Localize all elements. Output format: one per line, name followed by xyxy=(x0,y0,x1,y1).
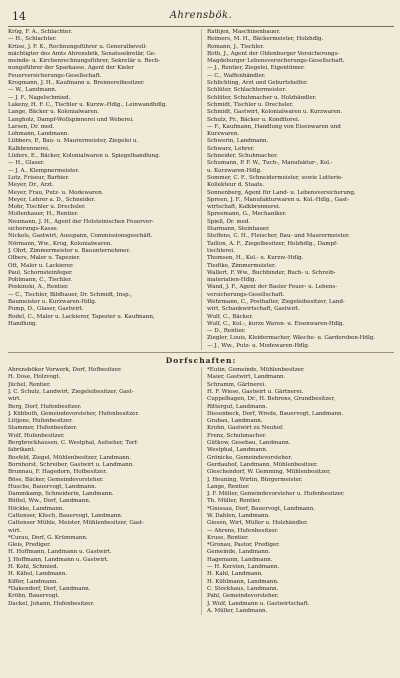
directory-entry: Dackel, Johann, Hufenbesitzer. xyxy=(8,600,95,607)
directory-entry: Meyer, Frau, Putz- u. Modewaren. xyxy=(8,189,104,196)
directory-entry: Schlüter, Schuhmacher u. Holzhändler. xyxy=(207,94,317,101)
directory-entry: Gleschendorf, W. Gemming, Mühlenbesitzer, xyxy=(207,469,331,476)
directory-entry: Nörmann, Ww., Krug, Kolonialwaren. xyxy=(8,240,112,247)
directory-entry: Gütkow, Gesebau, Landmann. xyxy=(207,440,291,447)
directory-entry: tischlerei. xyxy=(207,247,235,254)
header-rule xyxy=(8,26,394,27)
directory-entry: Gleis, Prediger. xyxy=(8,542,51,549)
directory-entry: Lüders, E., Bäcker, Kolonialwaren u. Spiegelhandlung. xyxy=(8,153,161,160)
directory-entry: Lange, Bäcker u. Kolonialwaren. xyxy=(8,109,99,116)
directory-entry: *Gronau, Pastor, Prediger. xyxy=(207,542,280,549)
directory-entry: — F., Kaufmann, Handlung von Eisenwaren und xyxy=(207,123,341,130)
directory-entry: Tiedtke, Zimmermeister. xyxy=(207,262,276,269)
section-title: Dorfschaften: xyxy=(165,356,237,366)
directory-entry: *Gnissau, Dorf, Bauervogt, Landmann. xyxy=(207,505,315,512)
directory-entry: *Curau, Dorf, G. Krümmann. xyxy=(8,534,88,541)
top-columns xyxy=(8,29,394,350)
directory-entry: Bergbrockhausen, C. Westphal, Aufseher, Torf- xyxy=(8,440,139,447)
directory-entry: Olbers, Maler u. Tapezier. xyxy=(8,255,81,262)
directory-entry: Schwerin, Landmann. xyxy=(207,138,269,145)
directory-entry: Starmann, Steinhauer. xyxy=(207,226,270,233)
directory-entry: u. Kurzwaren-Hdlg. xyxy=(207,167,262,174)
directory-entry: sicherungs-Kasse. xyxy=(8,226,59,233)
directory-entry: W. Dahlen, Landmann. xyxy=(207,513,270,519)
directory-entry: Husche, Bauervogt, Landmann. xyxy=(8,483,97,490)
directory-entry: Wulf, C., Kol.-, kurze Waren- u. Eisenwaren-Hdlg. xyxy=(207,320,345,327)
directory-entry: Wulf, C., Bäcker. xyxy=(207,313,254,320)
directory-entry: J. Ohrt, Zimmermeister u. Bauunternehmer. xyxy=(8,247,131,254)
directory-entry: — C., Tischler, Bildhauer, Dr. Schmidt, Insp., xyxy=(8,291,133,298)
directory-entry: Cattenser Mühle, Meister, Mühlenbesitzer, Gast- xyxy=(8,520,144,527)
page-header xyxy=(8,10,394,24)
section-rule xyxy=(8,352,394,353)
directory-entry: Taillon, A. F., Ziegelbesitzer, Holzhdlg., Dampf- xyxy=(207,240,338,247)
directory-entry: H. Dose, Holzvogt. xyxy=(8,374,61,381)
directory-entry: Berg, Dorf, Hufenbesitzer. xyxy=(8,403,82,410)
directory-entry: Lakeny, H. F. C., Tischler u. Kurzw.-Hdlg., Leinwandhdlg. xyxy=(8,101,168,108)
directory-entry: *Dakendorf, Dorf, Landmann. xyxy=(8,585,91,592)
directory-entry: Dammkamp, Schneiderin, Landmann. xyxy=(8,491,114,498)
directory-entry: Poskinski, A., Rentier. xyxy=(8,284,69,291)
directory-entry: Wand, J. F., Agent der Basler Feuer- u. Lebens- xyxy=(207,284,338,291)
directory-entry: Steffens, C. H., Fleischer, Bau- und Maurermeister. xyxy=(207,233,350,240)
directory-entry: Schmidt, Tischler u. Drechsler. xyxy=(207,101,294,108)
directory-entry: A. Müller, Landmann. xyxy=(207,607,268,614)
directory-entry: Grabau, Landmann. xyxy=(207,418,263,425)
directory-entry: Pohlmann, C., Tischler. xyxy=(8,277,73,284)
directory-entry: Ahrensböker Vorwerk, Dorf, Hofbesitzer. xyxy=(8,367,122,374)
directory-entry: Kruse, Rentier. xyxy=(207,534,249,541)
directory-entry: Mohr, Tischler u. Drechsler. xyxy=(8,204,86,211)
directory-entry: H. Kühlmann, Landmann. xyxy=(207,578,279,585)
directory-entry: Lohmann, Landmann. xyxy=(8,131,70,138)
directory-entry: Schlichting, Arzt und Geburtshelfer. xyxy=(207,80,308,87)
directory-entry: J. Kübbuth, Gemeindevorsteher, Hufenbesitzer. xyxy=(8,410,140,417)
directory-entry: Schwarz, Lehrer. xyxy=(207,145,255,152)
directory-entry: J. Hoffmann, Landmann u. Gastwirt. xyxy=(8,556,109,563)
directory-entry: Feuerversicherungs-Gesellschaft. xyxy=(8,72,102,79)
directory-entry: Baumeister u. Kurzwaren-Hdlg. xyxy=(8,298,97,305)
directory-entry: wirt. xyxy=(8,527,22,534)
directory-entry: — H. Kersten, Landmann. xyxy=(207,564,280,571)
directory-entry: Büttel, Ww., Dorf, Landmann. xyxy=(8,498,91,505)
page-title: Ahrensbök. xyxy=(169,10,233,21)
directory-entry: versicherungs-Gesellschaft. xyxy=(207,291,285,298)
directory-entry: Bosfeld, Ziegel, Mühlenbesitzer, Landmann. xyxy=(8,454,131,461)
directory-entry: Gemeinde, Landmann. xyxy=(207,549,271,556)
directory-entry: Höckke, Landmann. xyxy=(8,505,65,512)
directory-entry: Roth, J., Agent der Oldenburger Versicherungs- xyxy=(207,50,340,57)
directory-entry: C. Stockhaus, Landmann. xyxy=(207,585,279,592)
directory-entry: Langholz, Dampf-Wollspinnerei und Weberei. xyxy=(8,116,134,123)
directory-entry: Magdeburger Lebensversicherungs-Gesellschaft. xyxy=(207,58,345,65)
directory-entry: Cuppelhagen, Dr., H. Behrens, Grundbesitzer, xyxy=(207,396,336,403)
directory-entry: — J., Ww., Putz- u. Modewaren-Hdlg. xyxy=(207,342,310,349)
directory-entry: Grönicke, Gemeindevorsteher. xyxy=(207,454,292,461)
directory-entry: Meyer, Lehrer a. D., Schneider. xyxy=(8,196,96,203)
directory-entry: Pahl, Gemeindevorsteher. xyxy=(207,593,279,600)
directory-entry: Kurzwaren. xyxy=(207,131,240,138)
directory-entry: Handlung. xyxy=(8,320,38,327)
directory-entry: wirt, Schankwirtschaft, Gastwirt. xyxy=(207,306,300,313)
directory-entry: Krohn, Gastwirt zu Neuhof. xyxy=(207,425,284,432)
directory-entry: Sommer, C. F., Schneidermeister, sowie Lotterie- xyxy=(207,174,344,181)
directory-entry: Thomsen, H., Kol.- u. Kurzw.-Hdlg. xyxy=(207,255,304,262)
directory-entry: Reimers, M. H., Bäckermeister, Holzhdlg. xyxy=(207,36,324,43)
directory-entry: Schneider, Schuhmacher. xyxy=(207,153,278,160)
directory-entry: Nickels, Gastwirt, Ausspann, Commissionsgeschäft. xyxy=(8,233,153,240)
bottom-columns xyxy=(8,367,394,615)
directory-entry: — J., Rentier, Ziegelei, Eigentümer. xyxy=(207,65,305,72)
bottom-left-column xyxy=(8,367,195,615)
directory-entry: H. Kohl, Schmied. xyxy=(8,564,59,571)
directory-entry: Krüse, J. F. K., Rechnungsführer u. Generalbevoll- xyxy=(8,43,147,50)
directory-entry: Spreemann, G., Mechaniker. xyxy=(207,211,287,218)
directory-entry: Bornhorst, Schreiber, Gastwirt u. Landmann. xyxy=(8,461,134,468)
directory-entry: Lange, Rentier. xyxy=(207,483,250,490)
directory-entry: — Ahrens, Hufenbesitzer. xyxy=(207,527,279,534)
directory-entry: Larsen, Dr. med. xyxy=(8,123,55,130)
directory-entry: Schmidt, Gastwirt, Kolonialwaren u. Kurzwaren. xyxy=(207,109,343,116)
directory-entry: Neumann, J. H., Agent der Holsteinischen Feuerver- xyxy=(8,218,154,225)
directory-entry: materialien-Hdlg. xyxy=(207,277,257,284)
directory-entry: Lütjens, Hufenbesitzer. xyxy=(8,418,73,425)
directory-entry: Schlüter, Schlachtermeister. xyxy=(207,87,287,94)
directory-entry: Rodel, C., Maler u. Lackierer, Tapezier u. Kaufmann, xyxy=(8,313,155,320)
directory-entry: Ziegler, Louis, Kleidermacher, Wäsche- u. Garderoben-Hdlg. xyxy=(207,335,375,342)
directory-entry: Pump, D., Glaser, Gastwirt. xyxy=(8,306,84,313)
directory-entry: fabrikant. xyxy=(8,447,36,454)
directory-entry: Lutz, Friseur, Barbier. xyxy=(8,174,70,181)
directory-entry: J. Heuning, Wirtin, Bürgermeister. xyxy=(207,476,303,483)
directory-entry: J. C. Schulz, Landwirt, Ziegeleibesitzer, Gast- xyxy=(8,388,134,395)
directory-entry: — J. A., Klempnermeister. xyxy=(8,167,80,174)
directory-entry: Kröhn, Bauervogt. xyxy=(8,593,60,600)
directory-entry: Frenz, Schuhmacher. xyxy=(207,432,267,439)
directory-entry: Spieß, Dr. med. xyxy=(207,218,251,225)
directory-entry: *Eutin, Gemeinde, Mühlenbesitzer. xyxy=(207,367,305,374)
directory-entry: wirt. xyxy=(8,396,22,403)
directory-entry: Romann, J., Tischler. xyxy=(207,43,265,50)
directory-entry: J. F. Müller, Gemeindevorsteher u. Hufenbesitzer. xyxy=(207,491,345,498)
directory-entry: wirtschaft, Kalkbrennerei. xyxy=(207,204,281,211)
directory-entry: Dissenbeck, Dorf, Wrede, Bauervogt, Landmann. xyxy=(207,410,344,417)
directory-entry: Sonnenberg, Agent für Land- u. Lebensversicherung. xyxy=(207,189,356,196)
directory-entry: — H., Schlachter. xyxy=(8,36,57,43)
directory-entry: Krogmann, J. H., Kaufmann u. Brennereibesitzer. xyxy=(8,80,145,87)
directory-entry: Meyer, Dr., Arzt. xyxy=(8,182,54,189)
directory-entry: Schulz, Fr., Bäcker u. Konditorei. xyxy=(207,116,300,123)
directory-entry: Kollekteur d. Staats. xyxy=(207,182,265,189)
directory-entry: Wallert, F. Ww., Buchbinder, Buch- u. Schreib- xyxy=(207,269,336,276)
directory-entry: Schramm, Gärtnerei. xyxy=(207,381,266,388)
directory-entry: meinde- u. Kirchenrechnungsführer, Sekretär u. Rech- xyxy=(8,58,161,65)
directory-entry: Mollenhauer, H., Rentier. xyxy=(8,211,79,218)
top-left-column xyxy=(8,29,195,350)
top-right-column xyxy=(201,29,394,350)
directory-entry: Stammer, Hufenbesitzer. xyxy=(8,425,78,432)
directory-entry: H. Kahl, Landmann. xyxy=(207,571,263,578)
directory-entry: Gerdauhof, Landmann, Mühlenbesitzer. xyxy=(207,461,318,468)
directory-entry: mächtigter des Amts Ahrensbök, Senatssekretär, Ge- xyxy=(8,50,156,57)
page-number: 14 xyxy=(12,10,26,23)
directory-entry: H. F. Wiese, Gastwirt u. Gärtnerei. xyxy=(207,388,304,395)
directory-entry: Wehrmann, C., Posthalter, Ziegeleibesitzer, Land- xyxy=(207,298,345,305)
directory-entry: H. Kähel, Landmann. xyxy=(8,571,68,578)
directory-entry: Paul, Schornsteinfeger. xyxy=(8,269,73,276)
directory-entry: Maier, Gastwirt, Landmann. xyxy=(207,374,286,381)
directory-entry: Rittergut, Landmann. xyxy=(207,403,268,410)
directory-entry: Böse, Bäcker, Gemeindevorsteher. xyxy=(8,476,104,483)
directory-entry: J. Wulf, Landmann u. Gastwirtschaft. xyxy=(207,600,310,607)
directory-entry: — J. F., Nagelschmied. xyxy=(8,94,71,101)
directory-entry: Lübbers, P., Bau- u. Maurermeister, Ziegelei u. xyxy=(8,138,139,145)
directory-entry: Brunnau, F. Hagedorn, Hofbesitzer. xyxy=(8,469,108,476)
directory-entry: Schumann, P. F. W., Tuch-, Manufaktur-, Kol.- xyxy=(207,160,333,167)
directory-entry: — D., Rentier. xyxy=(207,328,246,335)
directory-entry: Kalkbrennerei. xyxy=(8,145,50,152)
directory-entry: — C., Waffenhändler. xyxy=(207,72,266,79)
directory-entry: H. Hoffmann, Landmann u. Gastwirt. xyxy=(8,549,112,556)
directory-entry: — H., Glaser. xyxy=(8,160,45,167)
directory-entry: nungsführer der Sparkasse, Agent der Kieler xyxy=(8,65,134,72)
directory-entry: Jüchel, Rentier. xyxy=(8,381,51,388)
directory-entry: Westphal, Landmann. xyxy=(207,447,268,454)
directory-entry: Ott, Maler u. Lackierer. xyxy=(8,262,74,269)
directory-entry: Th. Müller, Rentier. xyxy=(207,498,262,505)
directory-entry: Wulf, Hufenbesitzer. xyxy=(8,432,65,439)
directory-entry: Cattenser, Klisch, Bauervogt, Landmann. xyxy=(8,513,123,519)
directory-entry: Krüg, F. A., Schlachter. xyxy=(8,29,73,35)
bottom-right-column xyxy=(201,367,394,615)
directory-entry: Kiffer, Landmann. xyxy=(8,578,59,585)
directory-entry: Rathjen, Maschinenbauer. xyxy=(207,29,281,35)
directory-entry: — W., Landmann. xyxy=(8,87,57,94)
directory-entry: Hagemann, Landmann. xyxy=(207,556,273,563)
directory-entry: Giesen, Wirt, Müller u. Holzhändler. xyxy=(207,520,308,527)
directory-entry: Spreen, J. F., Manufakturwaren u. Kol.-Hdlg., Gast- xyxy=(207,196,350,203)
